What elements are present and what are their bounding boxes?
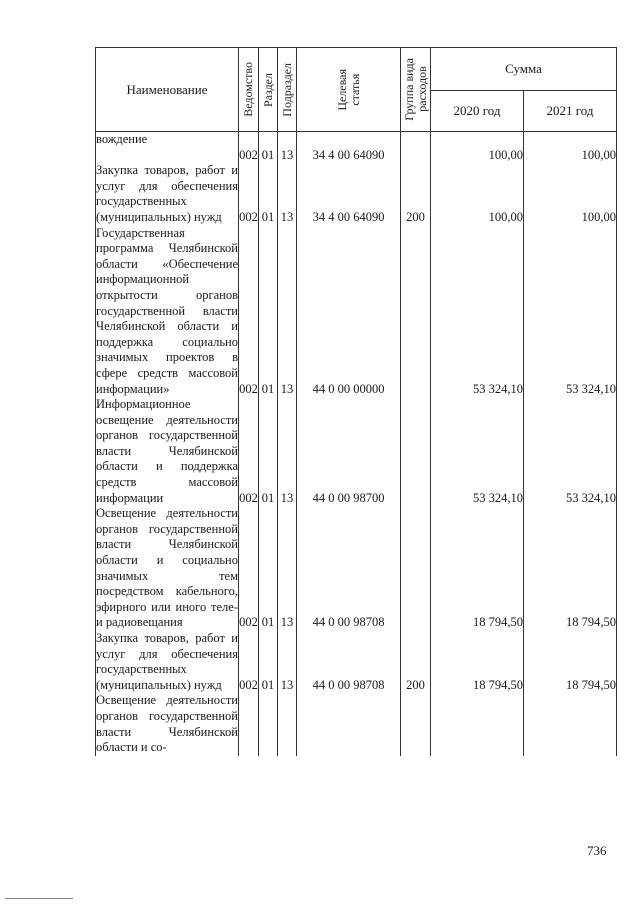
row-sum-2020: 100,00	[431, 148, 524, 164]
row-subsection: 13	[278, 148, 297, 164]
row-section: 01	[259, 506, 278, 631]
header-year-2020: 2020 год	[431, 91, 524, 132]
row-sum-2020	[431, 132, 524, 148]
row-name: Государственная программа Челябинской области «Обеспечение информационной открытости органов государственной власти Челябинской области и поддержка социально значимых проектов в сфере средств массовой информации»	[96, 225, 238, 396]
row-dept	[239, 693, 259, 755]
header-year-2021: 2021 год	[524, 91, 617, 132]
row-name: Закупка товаров, работ и услуг для обеспечения государственных (муниципальных) нужд	[96, 631, 238, 692]
header-expense-group: Группа вида расходов	[401, 48, 431, 132]
row-sum-2020	[431, 693, 524, 755]
row-subsection: 13	[278, 397, 297, 506]
row-target-code	[297, 693, 401, 755]
row-expense-group	[401, 397, 431, 506]
row-sum-2020: 53 324,10	[431, 226, 524, 398]
row-target-code: 34 4 00 64090	[297, 163, 401, 225]
row-expense-group	[401, 148, 431, 164]
row-sum-2021: 53 324,10	[524, 226, 617, 398]
row-target-code: 44 0 00 00000	[297, 226, 401, 398]
header-sum: Сумма	[431, 48, 617, 91]
row-name: Освещение деятельности органов государственной власти Челябинской области и со-	[96, 693, 238, 755]
row-subsection: 13	[278, 163, 297, 225]
row-section: 01	[259, 163, 278, 225]
row-sum-2021	[524, 693, 617, 755]
row-section: 01	[259, 397, 278, 506]
table-row	[96, 631, 617, 693]
row-subsection: 13	[278, 226, 297, 398]
row-dept: 002	[239, 631, 259, 693]
row-expense-group	[401, 506, 431, 631]
row-name: Освещение деятельности органов государственной власти Челябинской области и социально значимых тем посредством кабельного, эфирного или иного теле- и радиовещания	[96, 506, 238, 630]
row-expense-group: 200	[401, 631, 431, 693]
row-target-code: 44 0 00 98708	[297, 506, 401, 631]
row-section	[259, 693, 278, 755]
row-expense-group: 200	[401, 163, 431, 225]
row-sum-2020: 18 794,50	[431, 631, 524, 693]
row-target-code	[297, 132, 401, 148]
row-sum-2021: 18 794,50	[524, 631, 617, 693]
row-sum-2021	[524, 132, 617, 148]
table-row	[96, 148, 617, 164]
row-subsection	[278, 693, 297, 755]
header-row-top	[96, 48, 617, 91]
budget-table	[95, 47, 617, 756]
row-dept: 002	[239, 397, 259, 506]
row-section: 01	[259, 226, 278, 398]
table-row	[96, 132, 617, 148]
row-name: Информационное освещение деятельности органов государственной власти Челябинской области и поддержка средств массовой информации	[96, 397, 238, 505]
row-name: вождение	[96, 132, 239, 148]
row-name	[96, 148, 239, 164]
row-sum-2020: 18 794,50	[431, 506, 524, 631]
header-section: Раздел	[259, 48, 278, 132]
row-section: 01	[259, 631, 278, 693]
row-sum-2021: 100,00	[524, 148, 617, 164]
header-target-article: Целевая статья	[297, 48, 401, 132]
row-section: 01	[259, 148, 278, 164]
row-subsection	[278, 132, 297, 148]
row-expense-group	[401, 226, 431, 398]
row-dept: 002	[239, 163, 259, 225]
row-expense-group	[401, 693, 431, 755]
table-row	[96, 163, 617, 225]
row-subsection: 13	[278, 631, 297, 693]
row-sum-2020: 100,00	[431, 163, 524, 225]
table-row	[96, 506, 617, 631]
row-dept: 002	[239, 147, 258, 162]
row-target-code: 44 0 00 98708	[297, 631, 401, 693]
header-dept: Ведомство	[239, 48, 259, 132]
row-subsection: 13	[278, 506, 297, 631]
row-name: Закупка товаров, работ и услуг для обеспечения государственных (муниципальных) нужд	[96, 163, 238, 224]
header-subsection: Подраздел	[278, 48, 297, 132]
row-expense-group	[401, 132, 431, 148]
row-dept: 002	[239, 226, 259, 398]
row-target-code: 34 4 00 64090	[297, 148, 401, 164]
row-sum-2021: 53 324,10	[524, 397, 617, 506]
row-sum-2021: 18 794,50	[524, 506, 617, 631]
row-dept: 002	[239, 506, 259, 631]
row-sum-2021: 100,00	[524, 163, 617, 225]
table-row	[96, 226, 617, 398]
footnote-separator	[5, 898, 73, 899]
row-section	[259, 132, 278, 148]
page-number: 736	[587, 843, 607, 858]
row-sum-2020: 53 324,10	[431, 397, 524, 506]
table-row	[96, 693, 617, 755]
row-target-code: 44 0 00 98700	[297, 397, 401, 506]
header-name: Наименование	[96, 48, 239, 132]
row-dept	[239, 132, 259, 148]
table-row	[96, 397, 617, 506]
